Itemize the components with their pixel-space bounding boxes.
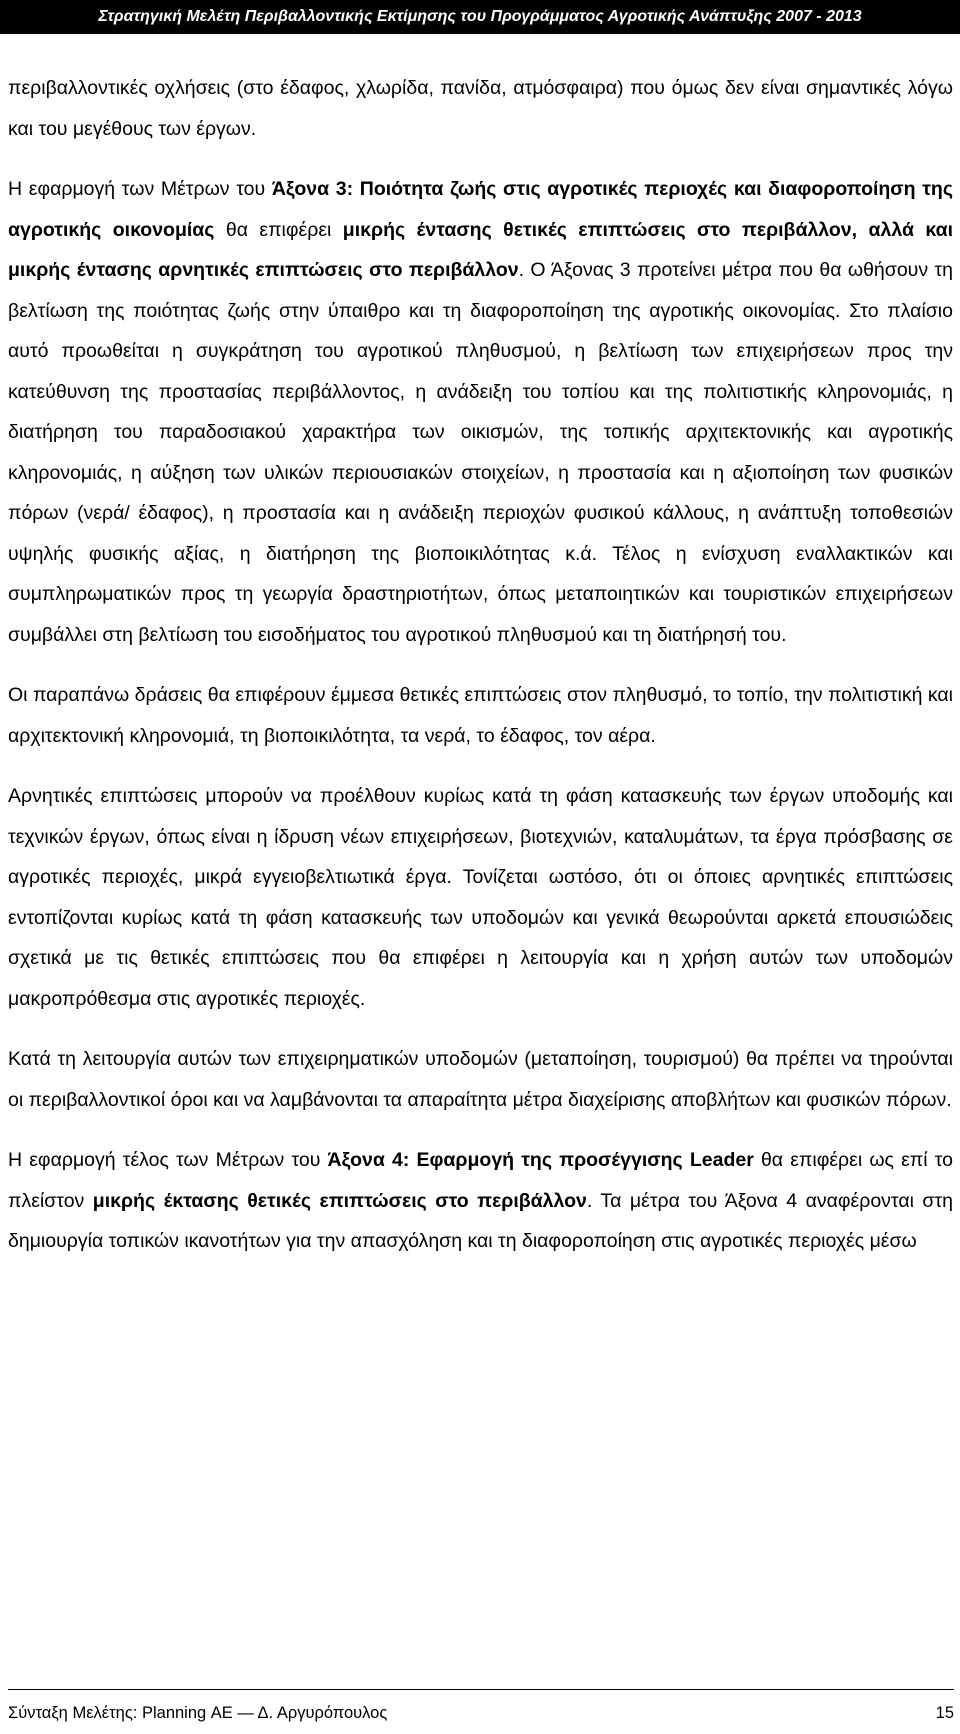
paragraph: Οι παραπάνω δράσεις θα επιφέρουν έμμεσα θετικές επιπτώσεις στον πληθυσμό, το τοπίο, την πολιτιστική και αρχιτεκτονική κληρονομιά, τη βιοποικιλότητα, τα νερά, το έδαφος, τον αέρα.	[8, 684, 953, 747]
page-number: 15	[935, 1704, 954, 1722]
footer-divider	[8, 1689, 954, 1690]
axis-4-title: Άξονα 4: Εφαρμογή της προσέγγισης Leader	[327, 1149, 754, 1171]
document-body	[8, 68, 953, 1282]
document-title: Στρατηγική Μελέτη Περιβαλλοντικής Εκτίμησης του Προγράμματος Αγροτικής Ανάπτυξης 2007 - 2013	[98, 8, 862, 25]
axis-3-impact: μικρής έντασης θετικές επιπτώσεις στο περιβάλλον, αλλά και μικρής έντασης αρνητικές επιπτώσεις στο περιβάλλον	[8, 218, 953, 281]
page-header	[0, 0, 960, 34]
axis-4-impact: μικρής έκτασης θετικές επιπτώσεις στο περιβάλλον	[92, 1189, 587, 1212]
page-footer	[8, 1700, 954, 1726]
paragraph: Αρνητικές επιπτώσεις μπορούν να προέλθουν κυρίως κατά τη φάση κατασκευής των έργων υποδομής και τεχνικών έργων, όπως είναι η ίδρυση νέων επιχειρήσεων, βιοτεχνιών, καταλυμάτων, τα έργα πρόσβασης σε αγροτικές περιοχές, μικρά εγγειοβελτιωτικά έργα. Τονίζεται ωστόσο, ότι οι όποιες αρνητικές επιπτώσεις εντοπίζονται κυρίως κατά τη φάση κατασκευής των υποδομών και γενικά θεωρούνται αρκετά επουσιώδεις σχετικά με τις θετικές επιπτώσεις που θα επιφέρει η λειτουργία και η χρήση αυτών των υποδομών μακροπρόθεσμα στις αγροτικές περιοχές.	[8, 785, 953, 1010]
paragraph-axis-4: Η εφαρμογή τέλος των Μέτρων του Άξονα 4: Εφαρμογή της προσέγγισης Leader θα επιφέρει ως επί το πλείστον μικρής έκτασης θετικές επιπτώσεις στο περιβάλλον. Τα μέτρα του Άξονα 4 αναφέρονται στη δημιουργία τοπικών ικανοτήτων για την απασχόληση και τη διαφοροποίηση στις αγροτικές περιοχές μέσω	[8, 1149, 954, 1252]
paragraph: Κατά τη λειτουργία αυτών των επιχειρηματικών υποδομών (μεταποίηση, τουρισμού) θα πρέπει να τηρούνται οι περιβαλλοντικοί όροι και να λαμβάνονται τα απαραίτητα μέτρα διαχείρισης αποβλήτων και φυσικών πόρων.	[8, 1048, 953, 1111]
axis-3-title: Άξονα 3: Ποιότητα ζωής στις αγροτικές περιοχές και διαφοροποίηση της αγροτικής οικονομίας	[8, 178, 953, 241]
paragraph-axis-3: Η εφαρμογή των Μέτρων του Άξονα 3: Ποιότητα ζωής στις αγροτικές περιοχές και διαφοροποίηση της αγροτικής οικονομίας θα επιφέρει μικρής έντασης θετικές επιπτώσεις στο περιβάλλον, αλλά και μικρής έντασης αρνητικές επιπτώσεις στο περιβάλλον. Ο Άξονας 3 προτείνει μέτρα που θα ωθήσουν τη βελτίωση της ποιότητας ζωής στην ύπαιθρο και τη διαφοροποίηση της αγροτικής οικονομίας. Στο πλαίσιο αυτό προωθείται η συγκράτηση του αγροτικού πληθυσμού, η βελτίωση των επιχειρήσεων προς την κατεύθυνση της προστασίας περιβάλλοντος, η ανάδειξη του τοπίου και της πολιτιστικής κληρονομιάς, η διατήρηση του παραδοσιακού χαρακτήρα των οικισμών, της τοπικής αρχιτεκτονικής και αγροτικής κληρονομιάς, η αύξηση των υλικών περιουσιακών στοιχείων, η προστασία και η αξιοποίηση των φυσικών πόρων (νερά/ έδαφος), η προστασία και η ανάδειξη περιοχών φυσικού κάλλους, η ανάπτυξη τοποθεσιών υψηλής φυσικής αξίας, η διατήρηση της βιοποικιλότητας κ.ά. Τέλος η ενίσχυση εναλλακτικών και συμπληρωματικών προς τη γεωργία δραστηριοτήτων, όπως μεταποιητικών και τουριστικών επιχειρήσεων συμβάλλει στη βελτίωση του εισοδήματος του αγροτικού πληθυσμού και τη διατήρησή του.	[8, 178, 953, 646]
paragraph: περιβαλλοντικές οχλήσεις (στο έδαφος, χλωρίδα, πανίδα, ατμόσφαιρα) που όμως δεν είναι σημαντικές λόγω και του μεγέθους των έργων.	[8, 77, 953, 140]
footer-author: Σύνταξη Μελέτης: Planning ΑΕ — Δ. Αργυρόπουλος	[8, 1704, 388, 1722]
